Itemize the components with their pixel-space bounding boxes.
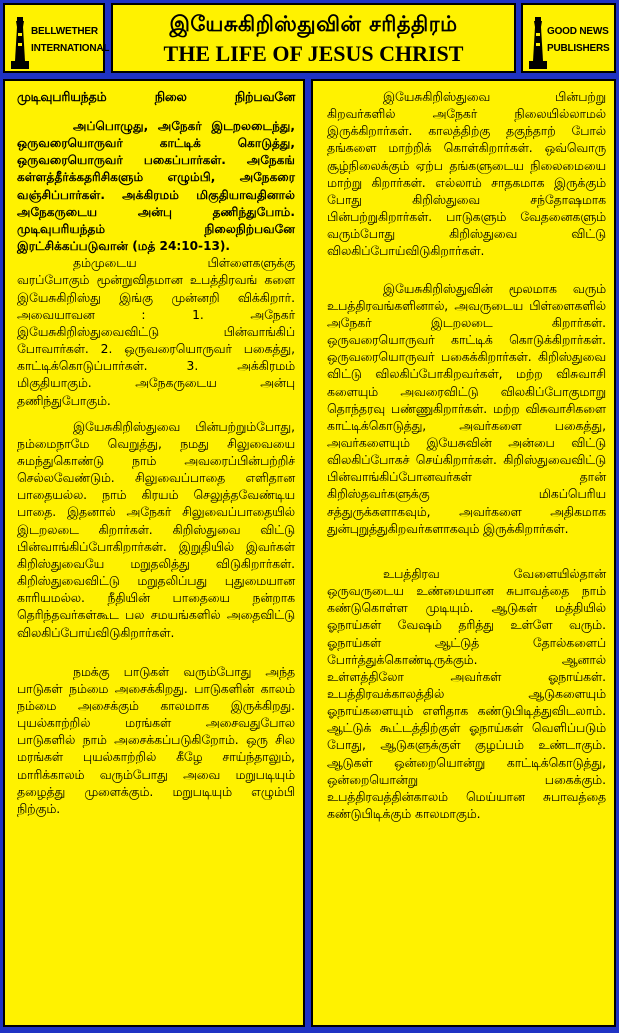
left-logo-line-1: BELLWETHER: [31, 26, 98, 37]
title-banner: [111, 3, 516, 73]
paragraph: இயேசுகிறிஸ்துவை பின்பற்றும்போது, நம்மைநாமே வெறுத்து, நமது சிலுவையை சுமந்துகொண்டு நாம் அவரைப்பின்பற்றிச் செல்லவேண்டும். சிலுவைப்பாதை எளிதான பாதையல்ல. நாம் கிரயம் செலுத்தவேண்டிய பாதை. இதனால் அநேகர் சிலுவைப்பாதையில் இடறலடை கிறார்கள். கிறிஸ்துவை விட்டு பின்வாங்கிப்போகிறார்கள். இறுதியில் இவர்கள் கிறிஸ்துவையே மறுதலித்து விடுகிறார்கள். கிறிஸ்துவைவிட்டு மறுதலிப்பது புதுமையான காரியமல்ல. நீதியின் பாதையை நன்றாக தெரிந்தவர்கள்கூட பல சமயங்களில் அதைவிட்டு விலகிப்போய்விடுகிறார்கள்.: [17, 419, 295, 640]
paragraph: இயேசுகிறிஸ்துவை பின்பற்று கிறவர்களில் அநேகர் நிலையில்லாமல் இருக்கிறார்கள். காலத்திற்கு தகுந்தாற் போல் தங்களை மாற்றிக் கொள்கிறார்கள். ஒவ்வொரு சூழ்நிலைக்கும் ஏற்ப தங்களுடைய நிலைமையை மாற்று கிறார்கள். எல்லாம் சாதகமாக இருக்கும் போது கிறிஸ்துவை சந்தோஷமாக பின்பற்றுகிறார்கள். பாடுகளும் வேதனைகளும் வரும்போது கிறிஸ்துவை விட்டு விலகிப்போய்விடுகிறார்கள்.: [327, 90, 606, 259]
good-news-logo: [521, 3, 616, 73]
right-column: [311, 79, 616, 1027]
right-logo-line-2: PUBLISHERS: [547, 43, 610, 54]
lighthouse-icon: [11, 15, 29, 69]
title-english: THE LIFE OF JESUS CHRIST: [163, 41, 464, 66]
right-logo-line-1: GOOD NEWS: [547, 26, 609, 37]
paragraph: நமக்கு பாடுகள் வரும்போது அந்த பாடுகள் நம்மை அசைக்கிறது. பாடுகளின் காலம் நம்மை அசைக்கும் காலமாக இருக்கிறது. புயல்காற்றில் மரங்கள் அசைவதுபோல பாடுகளில் நாம் அசைக்கப்படுகிறோம். ஒரு சில மரங்கள் புயல்காற்றில் கீழே சாய்ந்தாலும், மாரிக்காலம் வரும்போது அவை மறுபடியும் தழைத்து முளைக்கும். மறுபடியும் எழும்பி நிற்கும்.: [17, 664, 295, 816]
lighthouse-icon: [529, 15, 547, 69]
paragraph: தம்முடைய பிள்ளைகளுக்கு வரப்போகும் மூன்றுவிதமான உபத்திரவங் களை இயேசுகிறிஸ்து இங்கு முன்னறி விக்கிறார். அவையாவன : 1. அநேகர் இயேசுகிறிஸ்துவைவிட்டு பின்வாங்கிப் போவார்கள். 2. ஒருவரையொருவர் பகைத்து, காட்டிக்கொடுப்பார்கள். 3. அக்கிரமம் மிகுதியாகும். அநேகருடைய அன்பு தணிந்துபோகும்.: [17, 256, 295, 408]
bellwether-logo: [3, 3, 110, 73]
paragraph: இயேசுகிறிஸ்துவின் மூலமாக வரும் உபத்திரவங்களினால், அவருடைய பிள்ளைகளில் அநேகர் இடறலடை கிறார்கள். ஒருவரையொருவர் காட்டிக் கொடுக்கிறார்கள். ஒருவரையொருவர் பகைக்கிறார்கள். கிறிஸ்துவை விட்டு விலகிப்போகிறவர்கள், மற்ற விசுவாசி களையும் அவரைவிட்டு விலகிப்போகுமாறு தொந்தரவு பண்ணுகிறார்கள். மற்ற விசுவாசிகளை காட்டிக்கொடுத்து, அவர்களை பகைத்து, அவர்களையும் இயேசுவின் அன்பை விட்டு விலகிப்போகச் செய்கிறார்கள். கிறிஸ்துவைவிட்டு பின்வாங்கிப்போனவர்கள் தான் கிறிஸ்தவர்களுக்கு மிகப்பெரிய சத்துருக்களாகவும், அவர்களை அதிகமாக துன்புறுத்துகிறவர்களாகவும் இருக்கிறார்கள்.: [327, 281, 606, 536]
title-tamil: இயேசுகிறிஸ்துவின் சரித்திரம்: [169, 12, 458, 36]
scripture-quote: அப்பொழுது, அநேகர் இடறலடைந்து, ஒருவரையொருவர் காட்டிக் கொடுத்து, ஒருவரையொருவர் பகைப்பார்கள். அநேகங் கள்ளத்தீர்க்கதரிசிகளும் எழும்பி, அநேகரை வஞ்சிப்பார்கள். அக்கிரமம் மிகுதியாவதினால் அநேகருடைய அன்பு தணிந்துபோம். முடிவுபரியந்தம் நிலைநிற்பவனே இரட்சிக்கப்படுவான் (மத் 24:10-13).: [17, 119, 295, 254]
left-logo-line-2: INTERNATIONAL: [31, 43, 110, 54]
paragraph: உபத்திரவ வேளையில்தான் ஒருவருடைய உண்மையான சுபாவத்தை நாம் கண்டுகொள்ள முடியும். ஆடுகள் மத்தியில் ஓநாய்கள் வேஷம் தரித்து உள்ளே வரும். ஓநாய்கள் ஆட்டுத் தோல்களைப் போர்த்துக்கொண்டிருக்கும். ஆனால் உள்ளத்திலோ அவர்கள் ஓநாய்கள். உபத்திரவக்காலத்தில் ஆடுகளையும் ஓநாய்களையும் எளிதாக கண்டுபிடித்துவிடலாம். ஆட்டுக் கூட்டத்திற்குள் ஓநாய்கள் வெளிப்படும் போது, ஆடுகளுக்குள் குழப்பம் உண்டாகும். ஆடுகள் ஒன்றையொன்று காட்டிக்கொடுத்து, ஒன்றையொன்று பகைக்கும். உபத்திரவத்தின்காலம் மெய்யான சுபாவத்தை கண்டுபிடிக்கும் காலமாகும்.: [327, 566, 606, 822]
article-heading: முடிவுபரியந்தம் நிலை நிற்பவனே: [17, 90, 295, 104]
left-column: [3, 79, 305, 1027]
